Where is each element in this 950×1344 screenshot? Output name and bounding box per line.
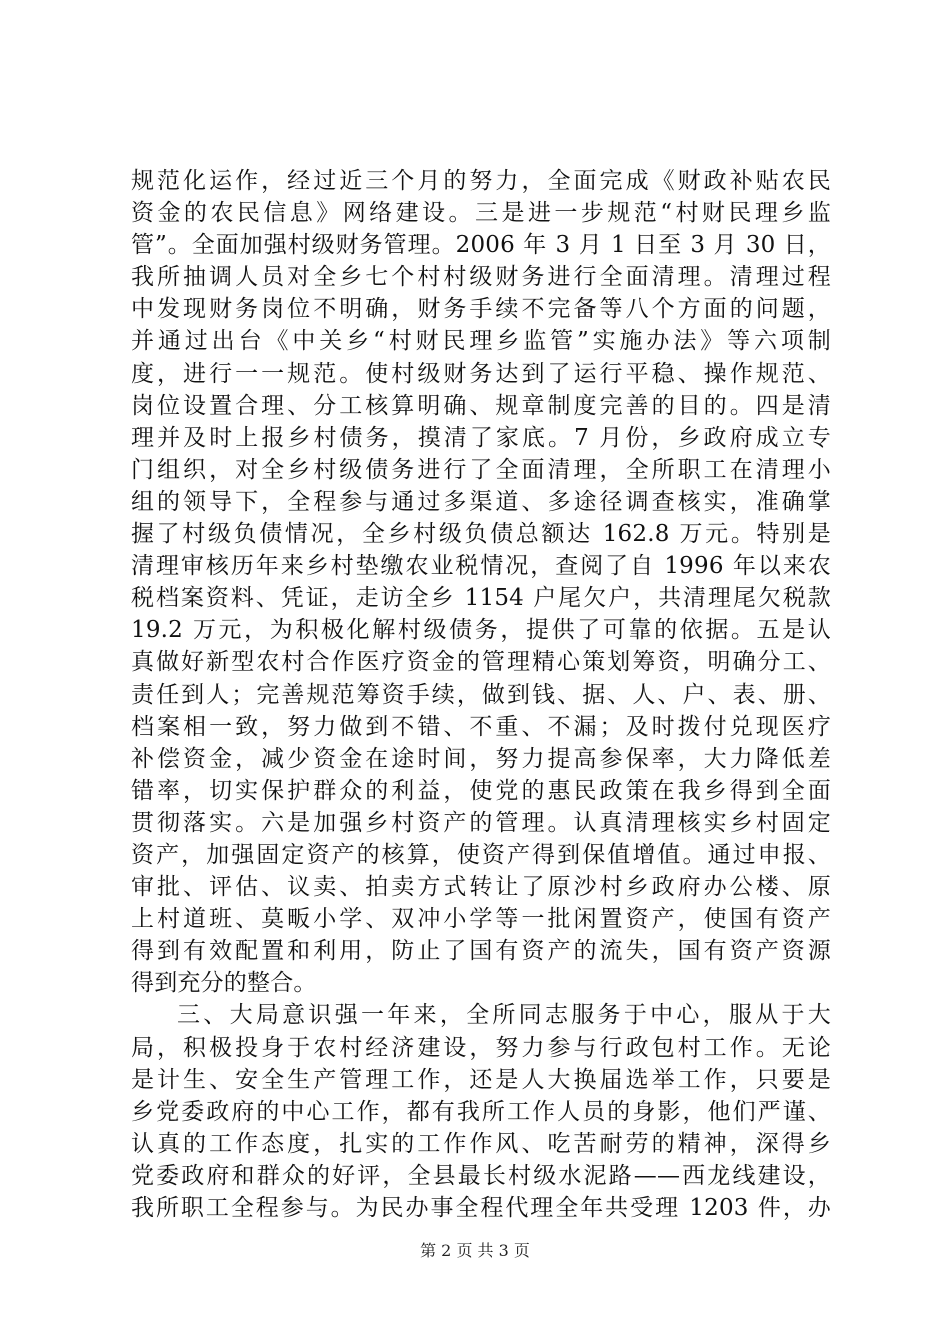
text-line: 组的领导下，全程参与通过多渠道、多途径调查核实，准确掌 xyxy=(131,488,831,515)
text-line: 贯彻落实。六是加强乡村资产的管理。认真清理核实乡村固定 xyxy=(131,809,831,836)
page-footer: 第 2 页 共 3 页 xyxy=(420,1241,530,1260)
text-line: 乡党委政府的中心工作，都有我所工作人员的身影，他们严谨、 xyxy=(131,1098,831,1125)
text-line: 党委政府和群众的好评，全县最长村级水泥路——西龙线建设， xyxy=(131,1162,831,1189)
text-line: 并通过出台《中关乡“村财民理乡监管”实施办法》等六项制 xyxy=(131,328,831,355)
text-line: 得到有效配置和利用，防止了国有资产的流失，国有资产资源 xyxy=(131,938,831,965)
text-line: 管”。全面加强村级财务管理。2006 年 3 月 1 日至 3 月 30 日， xyxy=(131,232,831,259)
text-line: 资产，加强固定资产的核算，使资产得到保值增值。通过申报、 xyxy=(131,841,831,868)
text-line: 门组织，对全乡村级债务进行了全面清理，全所职工在清理小 xyxy=(131,456,831,483)
text-line: 错率，切实保护群众的利益，使党的惠民政策在我乡得到全面 xyxy=(131,777,831,804)
text-line: 我所职工全程参与。为民办事全程代理全年共受理 1203 件，办 xyxy=(131,1195,831,1221)
text-line: 岗位设置合理、分工核算明确、规章制度完善的目的。四是清 xyxy=(131,392,831,419)
text-line: 税档案资料、凭证，走访全乡 1154 户尾欠户，共清理尾欠税款 xyxy=(131,585,831,612)
text-line: 握了村级负债情况，全乡村级负债总额达 162.8 万元。特别是 xyxy=(131,521,831,548)
text-line: 认真的工作态度，扎实的工作作风、吃苦耐劳的精神，深得乡 xyxy=(131,1130,831,1157)
text-line: 度，进行一一规范。使村级财务达到了运行平稳、操作规范、 xyxy=(131,360,831,387)
text-line: 19.2 万元，为积极化解村级债务，提供了可靠的依据。五是认 xyxy=(131,617,831,644)
text-line: 中发现财务岗位不明确，财务手续不完备等八个方面的问题， xyxy=(131,296,831,323)
text-line: 责任到人；完善规范筹资手续，做到钱、据、人、户、表、册、 xyxy=(131,681,831,708)
text-line: 审批、评估、议卖、拍卖方式转让了原沙村乡政府办公楼、原 xyxy=(131,874,831,901)
text-line: 清理审核历年来乡村垫缴农业税情况，查阅了自 1996 年以来农 xyxy=(131,553,831,580)
text-line: 上村道班、莫畈小学、双冲小学等一批闲置资产，使国有资产 xyxy=(131,906,831,933)
text-line: 真做好新型农村合作医疗资金的管理精心策划筹资，明确分工、 xyxy=(131,649,831,676)
paragraph-end-line: 得到充分的整合。 xyxy=(131,970,317,997)
text-line: 是计生、安全生产管理工作，还是人大换届选举工作，只要是 xyxy=(131,1066,831,1093)
paragraph-start-line: 三、大局意识强一年来，全所同志服务于中心，服从于大 xyxy=(177,1002,831,1029)
text-line: 补偿资金，减少资金在途时间，努力提高参保率，大力降低差 xyxy=(131,745,831,772)
text-line: 档案相一致，努力做到不错、不重、不漏；及时拨付兑现医疗 xyxy=(131,713,831,740)
text-line: 我所抽调人员对全乡七个村村级财务进行全面清理。清理过程 xyxy=(131,264,831,291)
text-line: 理并及时上报乡村债务，摸清了家底。7 月份，乡政府成立专 xyxy=(131,424,831,451)
text-line: 规范化运作，经过近三个月的努力，全面完成《财政补贴农民 xyxy=(131,168,831,194)
text-line: 资金的农民信息》网络建设。三是进一步规范“村财民理乡监 xyxy=(131,200,831,227)
document-body xyxy=(131,165,831,1224)
text-line: 局，积极投身于农村经济建设，努力参与行政包村工作。无论 xyxy=(131,1034,831,1061)
